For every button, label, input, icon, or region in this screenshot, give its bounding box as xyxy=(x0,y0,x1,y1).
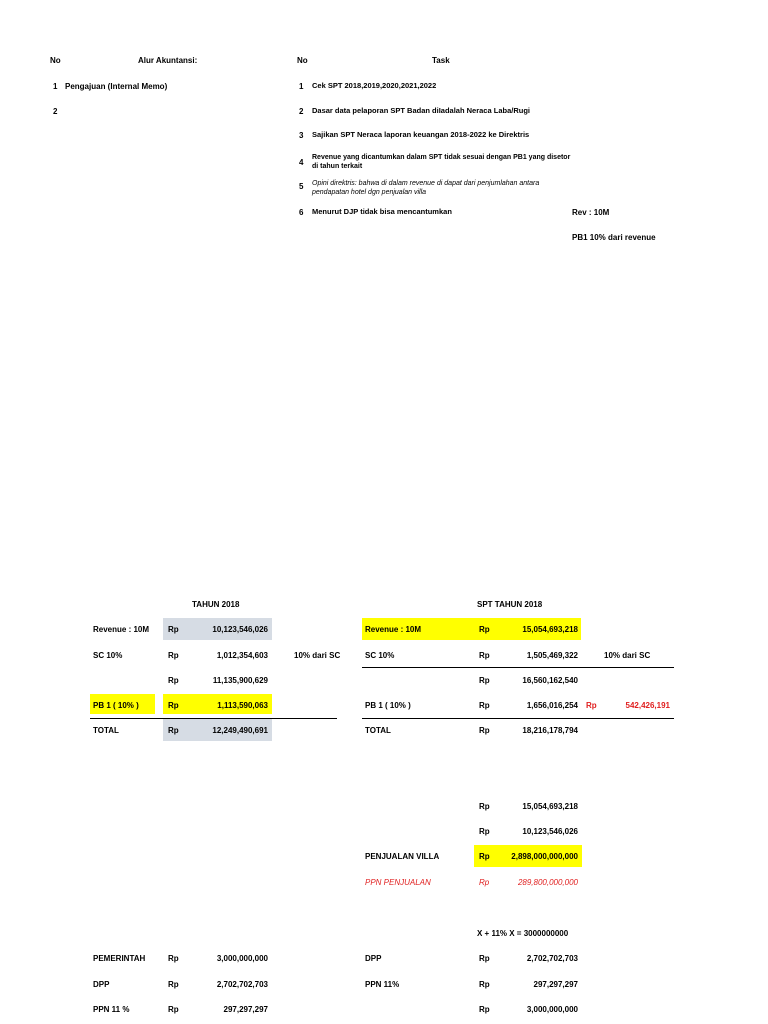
pem-row-2-value: 2,702,702,703 xyxy=(216,980,268,989)
villa-row-4-label: PPN PENJUALAN xyxy=(365,878,431,887)
villa-row-1-cur: Rp xyxy=(479,802,490,811)
header-task: Task xyxy=(432,56,450,65)
right-table-title: SPT TAHUN 2018 xyxy=(477,600,543,609)
pem-row-3-cur: Rp xyxy=(168,1005,179,1014)
left-row-5-cur: Rp xyxy=(168,726,179,735)
dpp-row-3-cur: Rp xyxy=(479,1005,490,1014)
pem-row-1-cur: Rp xyxy=(168,954,179,963)
right-row-1-label: Revenue : 10M xyxy=(365,625,422,634)
right-row-2-cur: Rp xyxy=(479,651,490,660)
dpp-row-2-value: 297,297,297 xyxy=(533,980,578,989)
right-row-1-cur: Rp xyxy=(479,625,490,634)
right-row-3-cur: Rp xyxy=(479,676,490,685)
note-rev: Rev : 10M xyxy=(572,208,610,217)
task-5-text: Opini direktris: bahwa di dalam revenue di dapat dari penjumlahan antara pendapatan hotel dgn penjualan villa xyxy=(312,180,540,196)
pem-row-1-label: PEMERINTAH xyxy=(93,954,146,963)
right-row-3-value: 16,560,162,540 xyxy=(522,676,578,685)
villa-row-3-value: 2,898,000,000,000 xyxy=(511,852,578,861)
header-no-2: No xyxy=(297,56,308,65)
right-pb1-diff-value: 542,426,191 xyxy=(625,701,670,710)
right-row-2-note: 10% dari SC xyxy=(604,651,651,660)
villa-row-4-cur: Rp xyxy=(479,878,490,887)
right-row-2-value: 1,505,469,322 xyxy=(526,651,578,660)
alur-item-1-no: 1 xyxy=(53,82,58,91)
left-row-1-value: 10,123,546,026 xyxy=(212,625,268,634)
right-row-4-label: PB 1 ( 10% ) xyxy=(365,701,411,710)
villa-row-3-cur: Rp xyxy=(479,852,490,861)
dpp-row-1-value: 2,702,702,703 xyxy=(526,954,578,963)
right-row-5-cur: Rp xyxy=(479,726,490,735)
villa-row-1-value: 15,054,693,218 xyxy=(522,802,578,811)
dpp-row-2-label: PPN 11% xyxy=(365,980,400,989)
task-2-text: Dasar data pelaporan SPT Badan diIadalah Neraca Laba/Rugi xyxy=(312,106,530,115)
left-total-divider xyxy=(90,718,337,719)
left-row-2-note: 10% dari SC xyxy=(294,651,341,660)
task-4-no: 4 xyxy=(299,158,304,167)
left-row-5-value: 12,249,490,691 xyxy=(212,726,268,735)
pem-row-2-cur: Rp xyxy=(168,980,179,989)
task-1-text: Cek SPT 2018,2019,2020,2021,2022 xyxy=(312,81,437,90)
pem-row-3-value: 297,297,297 xyxy=(223,1005,268,1014)
left-table-title: TAHUN 2018 xyxy=(192,600,240,609)
task-5-no: 5 xyxy=(299,182,304,191)
task-4-text: Revenue yang dicantumkan dalam SPT tidak sesuai dengan PB1 yang disetor di tahun terkait xyxy=(312,154,571,170)
task-6-no: 6 xyxy=(299,208,304,217)
header-alur-akuntansi: Alur Akuntansi: xyxy=(138,56,198,65)
right-row-5-value: 18,216,178,794 xyxy=(522,726,578,735)
right-row-2-label: SC 10% xyxy=(365,651,395,660)
task-1-no: 1 xyxy=(299,82,304,91)
villa-row-2-value: 10,123,546,026 xyxy=(522,827,578,836)
dpp-row-1-label: DPP xyxy=(365,954,382,963)
task-6-text: Menurut DJP tidak bisa mencantumkan xyxy=(312,207,452,216)
pem-row-3-label: PPN 11 % xyxy=(93,1005,130,1014)
ppn-formula: X + 11% X = 3000000000 xyxy=(477,929,569,938)
left-row-4-cur: Rp xyxy=(168,701,179,710)
task-3-no: 3 xyxy=(299,131,304,140)
left-row-2-label: SC 10% xyxy=(93,651,123,660)
left-row-1-label: Revenue : 10M xyxy=(93,625,150,634)
left-row-5-label: TOTAL xyxy=(93,726,119,735)
villa-row-4-value: 289,800,000,000 xyxy=(517,878,578,887)
right-total-divider xyxy=(362,718,674,719)
alur-item-1-text: Pengajuan (Internal Memo) xyxy=(65,82,168,91)
pem-row-2-label: DPP xyxy=(93,980,110,989)
left-row-2-value: 1,012,354,603 xyxy=(216,651,268,660)
left-row-2-cur: Rp xyxy=(168,651,179,660)
left-row-3-value: 11,135,900,629 xyxy=(212,676,268,685)
left-row-4-label: PB 1 ( 10% ) xyxy=(93,701,139,710)
left-row-4-value: 1,113,590,063 xyxy=(217,701,268,710)
villa-row-2-cur: Rp xyxy=(479,827,490,836)
task-2-no: 2 xyxy=(299,107,304,116)
right-row-4-value: 1,656,016,254 xyxy=(526,701,578,710)
pem-row-1-value: 3,000,000,000 xyxy=(216,954,268,963)
villa-row-3-label: PENJUALAN VILLA xyxy=(365,852,440,861)
task-3-text: Sajikan SPT Neraca laporan keuangan 2018-2022 ke Direktris xyxy=(312,130,530,139)
dpp-row-3-value: 3,000,000,000 xyxy=(526,1005,578,1014)
header-no-1: No xyxy=(50,56,61,65)
right-sc-divider xyxy=(362,667,674,668)
dpp-row-1-cur: Rp xyxy=(479,954,490,963)
note-pb1: PB1 10% dari revenue xyxy=(572,233,656,242)
right-row-5-label: TOTAL xyxy=(365,726,391,735)
dpp-row-2-cur: Rp xyxy=(479,980,490,989)
right-pb1-diff-cur: Rp xyxy=(586,701,597,710)
left-row-1-cur: Rp xyxy=(168,625,179,634)
alur-item-2-no: 2 xyxy=(53,107,58,116)
right-row-4-cur: Rp xyxy=(479,701,490,710)
right-row-1-value: 15,054,693,218 xyxy=(522,625,578,634)
left-row-3-cur: Rp xyxy=(168,676,179,685)
